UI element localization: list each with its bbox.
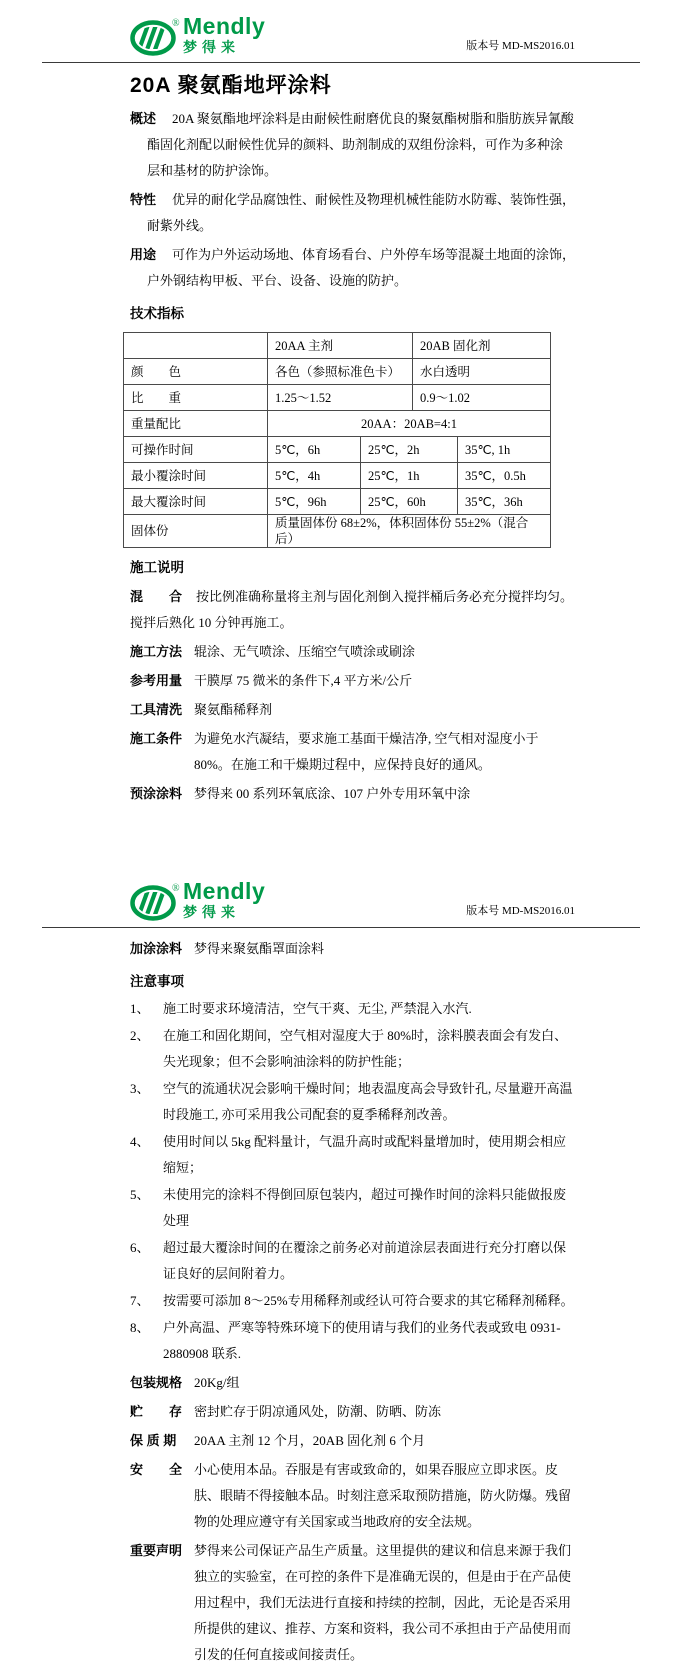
table-cell: 25℃，2h (361, 437, 458, 463)
brand-name (183, 15, 265, 54)
version-number: 版本号 MD-MS2016.01 (466, 40, 575, 52)
note-text: 按需要可添加 8～25%专用稀释剂或经认可符合要求的其它稀释剂稀释。 (163, 1293, 574, 1308)
table-cell: 20AA 主剂 (268, 333, 413, 359)
section-label: 特性 (130, 192, 157, 207)
note-item (130, 1023, 575, 1075)
section-text: 20AA 主剂 12 个月，20AB 固化剂 6 个月 (194, 1433, 426, 1448)
datasheet-page-1 (0, 0, 687, 807)
table-row-solids (124, 515, 551, 548)
note-number: 7、 (130, 1293, 150, 1308)
brand-name-cn: 梦得来 (183, 39, 240, 55)
section-text: 为避免水汽凝结，要求施工基面干燥洁净, 空气相对湿度小于 80%。在施工和干燥期过程中，应保持良好的通风。 (194, 731, 539, 772)
version-number: 版本号 MD-MS2016.01 (466, 905, 575, 917)
section-overview (130, 106, 575, 184)
table-row-max-recoat (124, 489, 551, 515)
brand-name-cn: 梦得来 (183, 904, 240, 920)
section-text: 梦得来 00 系列环氧底涂、107 户外专用环氧中涂 (194, 786, 471, 801)
section-label: 用途 (130, 247, 157, 262)
section-shelf-life (130, 1428, 575, 1454)
table-row-ratio (124, 411, 551, 437)
brand-name-en: Mendly (183, 878, 266, 904)
table-row-min-recoat (124, 463, 551, 489)
table-cell: 可操作时间 (124, 437, 268, 463)
note-item (130, 1315, 575, 1367)
table-cell: 0.9～1.02 (413, 385, 551, 411)
table-cell: 5℃，4h (268, 463, 361, 489)
table-cell: 质量固体份 68±2%，体积固体份 55±2%（混合后） (268, 515, 551, 548)
section-text: 梦得来公司保证产品生产质量。这里提供的建议和信息来源于我们独立的实验室，在可控的条件下是准确无误的，但是由于在产品使用过程中，我们无法进行直接和持续的控制，因此，无论是否采用所提供的建议、推荐、方案和资料，我公司不承担由于产品使用而引发的任何直接或间接责任。 (194, 1543, 572, 1662)
section-label: 预涂涂料 (130, 786, 183, 801)
section-precoat (130, 781, 575, 807)
section-text: 按比例准确称量将主剂与固化剂倒入搅拌桶后务必充分搅拌均匀。搅拌后熟化 10 分钟再施工。 (130, 589, 574, 630)
section-label: 包装规格 (130, 1375, 183, 1390)
registered-mark-icon: ® (172, 883, 180, 894)
table-row-pot-life (124, 437, 551, 463)
note-text: 超过最大覆涂时间的在覆涂之前务必对前道涂层表面进行充分打磨以保证良好的层间附着力。 (163, 1240, 567, 1281)
note-item (130, 1182, 575, 1234)
note-number: 1、 (130, 1001, 150, 1016)
table-cell: 35℃, 1h (458, 437, 551, 463)
section-cleaning (130, 697, 575, 723)
section-label: 概述 (130, 111, 157, 126)
section-label: 混 合 (130, 589, 183, 604)
table-cell: 重量配比 (124, 411, 268, 437)
table-cell: 25℃，1h (361, 463, 458, 489)
section-text: 梦得来聚氨酯罩面涂料 (194, 941, 325, 956)
note-item (130, 1288, 575, 1314)
note-text: 空气的流通状况会影响干燥时间；地表温度高会导致针孔, 尽量避开高温时段施工, 亦可采用我公司配套的夏季稀释剂改善。 (163, 1081, 573, 1122)
section-method (130, 639, 575, 665)
note-item (130, 1129, 575, 1181)
registered-mark-icon: ® (172, 18, 180, 29)
section-safety (130, 1457, 575, 1535)
table-cell: 各色（参照标准色卡） (268, 359, 413, 385)
table-row-color (124, 359, 551, 385)
brand-logo (130, 880, 265, 922)
table-row-header (124, 333, 551, 359)
note-number: 4、 (130, 1134, 150, 1149)
note-number: 5、 (130, 1187, 150, 1202)
table-cell: 水白透明 (413, 359, 551, 385)
section-statement (130, 1538, 575, 1668)
table-cell: 20AB 固化剂 (413, 333, 551, 359)
section-storage (130, 1399, 575, 1425)
table-cell: 25℃，60h (361, 489, 458, 515)
construction-heading: 施工说明 (130, 560, 184, 575)
note-text: 使用时间以 5kg 配料量计，气温升高时或配料量增加时，使用期会相应缩短； (163, 1134, 567, 1175)
section-label: 施工条件 (130, 731, 183, 746)
section-label: 贮 存 (130, 1404, 183, 1419)
section-mixing (130, 584, 575, 636)
table-cell: 20AA：20AB=4:1 (268, 411, 551, 437)
note-item (130, 1076, 575, 1128)
section-condition (130, 726, 575, 778)
section-label: 加涂涂料 (130, 941, 183, 956)
note-number: 3、 (130, 1081, 150, 1096)
section-text: 密封贮存于阴凉通风处，防潮、防晒、防冻 (194, 1404, 442, 1419)
section-text: 可作为户外运动场地、体育场看台、户外停车场等混凝土地面的涂饰，户外钢结构甲板、平台、设备、设施的防护。 (147, 247, 576, 288)
table-cell: 5℃，96h (268, 489, 361, 515)
section-topcoat (130, 936, 575, 962)
note-number: 6、 (130, 1240, 150, 1255)
table-cell: 35℃，0.5h (458, 463, 551, 489)
note-number: 8、 (130, 1320, 150, 1335)
note-item (130, 1235, 575, 1287)
note-text: 未使用完的涂料不得倒回原包装内，超过可操作时间的涂料只能做报废处理 (163, 1187, 567, 1228)
table-cell (124, 333, 268, 359)
table-cell: 比 重 (124, 385, 268, 411)
mendly-logo-icon (130, 880, 180, 922)
note-number: 2、 (130, 1028, 150, 1043)
header-divider (42, 927, 640, 928)
datasheet-page-2 (0, 865, 687, 1668)
header-divider (42, 62, 640, 63)
page2-content (130, 936, 575, 1668)
table-cell: 35℃，36h (458, 489, 551, 515)
section-text: 辊涂、无气喷涂、压缩空气喷涂或刷涂 (194, 644, 416, 659)
section-usage (130, 242, 576, 294)
section-label: 安 全 (130, 1462, 183, 1477)
section-label: 工具清洗 (130, 702, 183, 717)
page2-header (0, 865, 687, 927)
section-label: 参考用量 (130, 673, 183, 688)
table-cell: 5℃，6h (268, 437, 361, 463)
section-label: 重要声明 (130, 1543, 183, 1558)
note-item (130, 996, 575, 1022)
brand-logo (130, 15, 265, 57)
tech-specs-table (123, 332, 551, 548)
section-text: 聚氨酯稀释剂 (194, 702, 273, 717)
section-label: 保 质 期 (130, 1433, 177, 1448)
page1-content (130, 72, 575, 807)
section-text: 小心使用本品。吞服是有害或致命的，如果吞服应立即求医。皮肤、眼睛不得接触本品。时刻注意采取预防措施，防火防爆。残留物的处理应遵守有关国家或当地政府的安全法规。 (194, 1462, 572, 1529)
note-text: 户外高温、严寒等特殊环境下的使用请与我们的业务代表或致电 0931-2880908 联系. (163, 1320, 561, 1361)
table-cell: 颜 色 (124, 359, 268, 385)
table-cell: 最小覆涂时间 (124, 463, 268, 489)
page1-header (0, 0, 687, 62)
note-text: 在施工和固化期间，空气相对湿度大于 80%时，涂料膜表面会有发白、失光现象；但不会影响油涂料的防护性能； (163, 1028, 568, 1069)
section-text: 干膜厚 75 微米的条件下,4 平方米/公斤 (194, 673, 413, 688)
section-text: 20Kg/组 (194, 1375, 240, 1390)
brand-name (183, 880, 265, 919)
brand-name-en: Mendly (183, 13, 266, 39)
tech-specs-heading: 技术指标 (130, 306, 184, 321)
table-cell: 1.25～1.52 (268, 385, 413, 411)
section-feature (130, 187, 576, 239)
page-title: 20A 聚氨酯地坪涂料 (130, 74, 332, 97)
mendly-logo-icon (130, 15, 180, 57)
section-text: 优异的耐化学品腐蚀性、耐候性及物理机械性能防水防霉、装饰性强，耐紫外线。 (147, 192, 576, 233)
table-row-gravity (124, 385, 551, 411)
note-text: 施工时要求环境清洁，空气干爽、无尘, 严禁混入水汽. (163, 1001, 472, 1016)
section-packing (130, 1370, 575, 1396)
table-cell: 固体份 (124, 515, 268, 548)
notes-heading: 注意事项 (130, 974, 184, 989)
section-label: 施工方法 (130, 644, 183, 659)
section-text: 20A 聚氨酯地坪涂料是由耐候性耐磨优良的聚氨酯树脂和脂肪族异氰酸酯固化剂配以耐候性优异的颜料、助剂制成的双组份涂料，可作为多种涂层和基材的防护涂饰。 (147, 111, 574, 178)
section-dosage (130, 668, 575, 694)
table-cell: 最大覆涂时间 (124, 489, 268, 515)
